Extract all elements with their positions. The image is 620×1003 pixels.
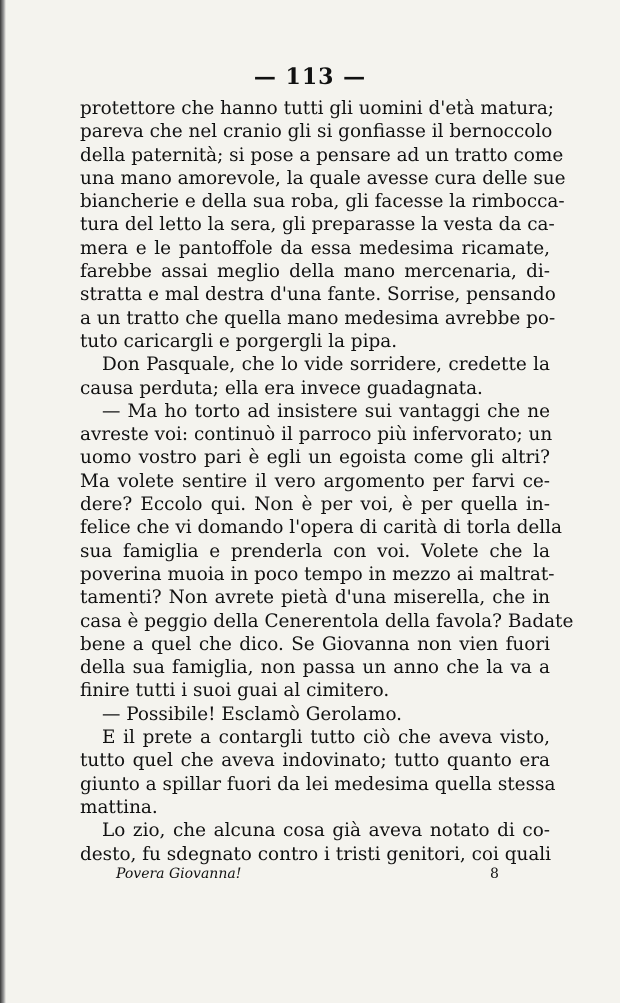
- text-line: casa è peggio della Cenerentola della favola? Badate: [80, 610, 574, 632]
- text-line: stratta e mal destra d'una fante. Sorrise, pensando: [80, 284, 556, 306]
- page-number: — 113 —: [253, 64, 367, 90]
- text-line: dere? Eccolo qui. Non è per voi, è per quella in-: [80, 494, 550, 516]
- text-line: — Ma ho torto ad insistere sui vantaggi che ne: [102, 400, 550, 422]
- text-line: protettore che hanno tutti gli uomini d'età matura;: [80, 98, 555, 119]
- footer-title: Povera Giovanna!: [116, 866, 242, 882]
- text-line: tutto quel che aveva indovinato; tutto quanto era: [80, 750, 550, 772]
- page-edge-shadow: [0, 0, 6, 1003]
- text-line: una mano amorevole, la quale avesse cura delle sue: [80, 167, 566, 189]
- text-line: causa perduta; ella era invece guadagnata.: [80, 377, 483, 399]
- body-text: [80, 97, 574, 866]
- text-line: Don Pasquale, che lo vide sorridere, credette la: [102, 354, 550, 376]
- text-line: della paternità; si pose a pensare ad un tratto come: [80, 144, 564, 166]
- text-line: farebbe assai meglio della mano mercenaria, di-: [80, 261, 550, 283]
- text-line: biancherie e della sua roba, gli facesse la rimbocca-: [80, 191, 565, 213]
- text-line: Ma volete sentire il vero argomento per farvi ce-: [80, 470, 550, 492]
- text-line: sua famiglia e prenderla con voi. Volete che la: [80, 540, 550, 562]
- text-line: giunto a spillar fuori da lei medesima quella stessa: [80, 773, 556, 795]
- text-line: della sua famiglia, non passa un anno che la va a: [80, 657, 550, 679]
- text-line: bene a quel che dico. Se Giovanna non vien fuori: [80, 633, 550, 655]
- text-line: — Possibile! Esclamò Gerolamo.: [102, 703, 403, 725]
- text-line: Lo zio, che alcuna cosa già aveva notato di co-: [102, 820, 550, 842]
- signature-mark: 8: [490, 866, 499, 882]
- text-line: avreste voi: continuò il parroco più infervorato; un: [80, 424, 553, 446]
- text-line: tamenti? Non avrete pietà d'una miserella, che in: [80, 587, 550, 609]
- text-line: tura del letto la sera, gli preparasse la vesta da ca-: [80, 214, 555, 236]
- text-line: mera e le pantoffole da essa medesima ricamate,: [80, 237, 550, 259]
- text-line: E il prete a contargli tutto ciò che aveva visto,: [102, 727, 550, 749]
- text-line: tuto caricargli e porgergli la pipa.: [80, 330, 398, 352]
- text-line: felice che vi domando l'opera di carità di torla della: [80, 517, 562, 539]
- text-line: finire tutti i suoi guai al cimitero.: [80, 680, 390, 702]
- text-line: desto, fu sdegnato contro i tristi genitori, coi quali: [80, 843, 552, 865]
- text-line: a un tratto che quella mano medesima avrebbe po-: [80, 307, 556, 329]
- text-line: pareva che nel cranio gli si gonfiasse il bernoccolo: [80, 121, 553, 143]
- text-line: uomo vostro pari è egli un egoista come gli altri?: [80, 447, 550, 469]
- text-line: poverina muoia in poco tempo in mezzo ai maltrat-: [80, 563, 555, 585]
- text-line: mattina.: [80, 796, 158, 818]
